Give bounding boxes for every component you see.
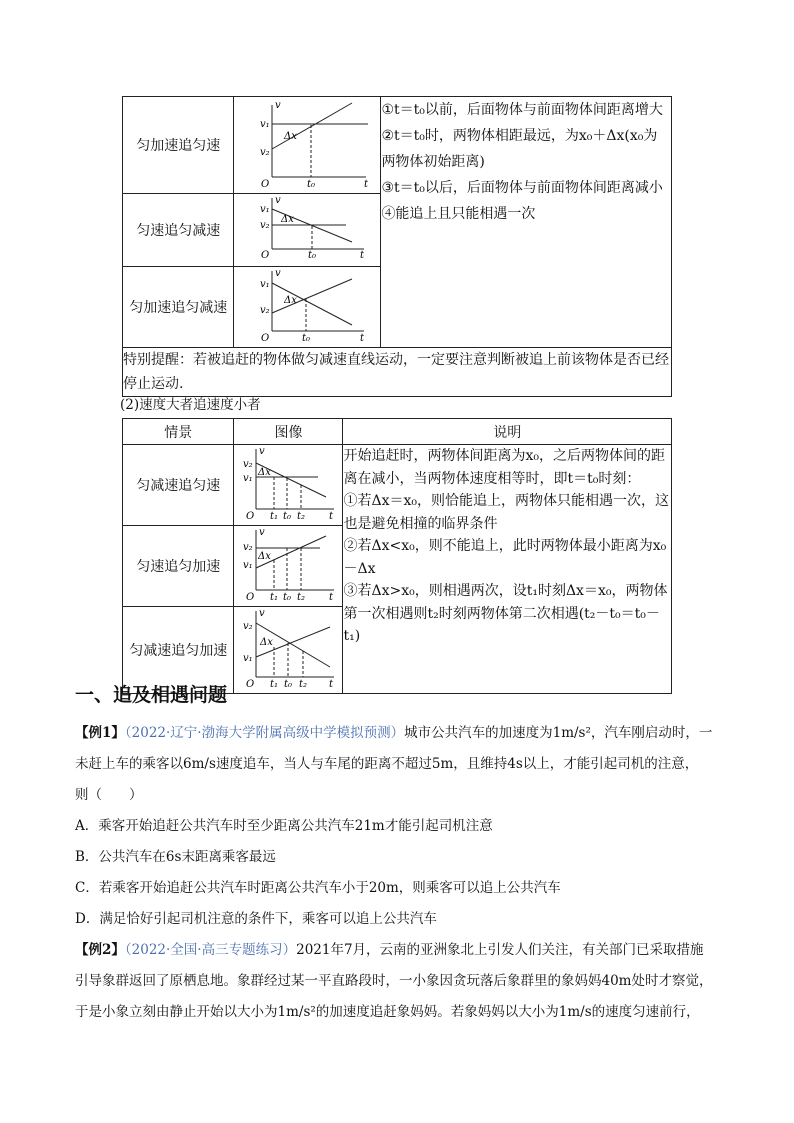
note-4: ④能追上且只能相遇一次 [381, 206, 536, 222]
graph-accel-chase-uniform [234, 97, 380, 189]
graph-uniform-chase-accel [234, 526, 342, 602]
notes-cell [343, 445, 672, 694]
example-2-line-1: 【例2】（2022·全国·高三专题练习）2021年7月，云南的亚洲象北上引发人们关注，有关部门已采取措施 [75, 942, 704, 958]
graph-cell [234, 194, 381, 267]
graph-cell [234, 526, 343, 607]
reminder-cell: 特别提醒：若被追赶的物体做匀减速直线运动，一定要注意判断被追上前该物体是否已经停止运动. [123, 348, 672, 397]
svg-text:t₀: t₀ [283, 511, 292, 521]
svg-text:O: O [246, 511, 255, 521]
note-intro: 开始追赶时，两物体间距离为x₀，之后两物体间的距离在减小，当两物体速度相等时，即t＝t₀时刻： [343, 448, 665, 487]
situation-cell: 匀加速追匀减速 [123, 267, 234, 348]
situation-cell: 匀减速追匀加速 [123, 607, 234, 694]
svg-text:v₁: v₁ [260, 119, 271, 130]
example-source: （2022·全国·高三专题练习） [124, 942, 297, 958]
example-1-line-1: 【例1】（2022·辽宁·渤海大学附属高级中学模拟预测）城市公共汽车的加速度为1m/s²，汽车刚启动时，一 [75, 725, 713, 741]
svg-text:t₁: t₁ [270, 511, 279, 521]
note-1: ①t＝t₀以前，后面物体与前面物体间距离增大 [381, 102, 663, 118]
header-situation: 情景 [123, 419, 234, 445]
svg-text:t: t [329, 679, 334, 689]
svg-text:v₂: v₂ [260, 147, 271, 158]
svg-text:v: v [275, 195, 282, 206]
graph-decel-chase-uniform [234, 445, 342, 521]
svg-text:t₂: t₂ [299, 679, 308, 689]
note-1: ①若Δx＝x₀，则恰能追上，两物体只能相遇一次，这也是避免相撞的临界条件 [343, 493, 669, 532]
option-c: C．若乘客开始追赶公共汽车时距离公共汽车小于20m，则乘客可以追上公共汽车 [75, 880, 561, 896]
option-d: D．满足恰好引起司机注意的条件下，乘客可以追上公共汽车 [75, 911, 437, 927]
svg-text:t₀: t₀ [283, 592, 292, 602]
graph-accel-chase-decel [234, 267, 380, 343]
svg-text:O: O [246, 592, 255, 602]
svg-text:v₂: v₂ [243, 542, 254, 553]
svg-text:Δx: Δx [258, 551, 272, 562]
svg-text:v₁: v₁ [260, 279, 271, 290]
svg-text:O: O [246, 679, 255, 689]
svg-text:t₁: t₁ [270, 679, 279, 689]
svg-text:v₁: v₁ [243, 653, 254, 664]
svg-text:t₀: t₀ [307, 179, 316, 189]
header-graph: 图像 [234, 419, 343, 445]
svg-text:t: t [360, 250, 365, 261]
graph-cell [234, 607, 343, 694]
svg-text:O: O [261, 179, 270, 189]
svg-text:v: v [259, 608, 266, 619]
example-2-line-3: 于是小象立刻由静止开始以大小为1m/s²的加速度追赶象妈妈。若象妈妈以大小为1m/s的速度匀速前行， [75, 1004, 700, 1020]
svg-text:O: O [261, 250, 270, 261]
graph-uniform-chase-decel [234, 194, 380, 262]
svg-text:v₂: v₂ [243, 459, 254, 470]
situation-cell: 匀速追匀加速 [123, 526, 234, 607]
option-a: A．乘客开始追赶公共汽车时至少距离公共汽车21m才能引起司机注意 [75, 818, 493, 834]
situation-cell: 匀速追匀减速 [123, 194, 234, 267]
header-notes: 说明 [343, 419, 672, 445]
svg-text:v₁: v₁ [243, 473, 254, 484]
example-2-line-2: 引导象群返回了原栖息地。象群经过某一平直路段时，一小象因贪玩落后象群里的象妈妈40m处时才察觉， [75, 973, 713, 989]
svg-text:v: v [259, 446, 266, 457]
svg-text:t: t [360, 333, 365, 343]
svg-text:t: t [364, 179, 369, 189]
graph-decel-chase-accel [234, 607, 342, 689]
svg-text:t₂: t₂ [297, 511, 306, 521]
graph-cell [234, 97, 381, 194]
note-3: ③t＝t₀以后，后面物体与前面物体间距离减小 [381, 180, 663, 196]
svg-text:v₂: v₂ [260, 305, 271, 316]
graph-cell [234, 267, 381, 348]
svg-text:t₂: t₂ [297, 592, 306, 602]
svg-text:v₂: v₂ [243, 621, 254, 632]
svg-text:t: t [329, 511, 334, 521]
svg-text:Δx: Δx [260, 637, 274, 648]
graph-cell [234, 445, 343, 526]
svg-text:t: t [329, 592, 334, 602]
example-tag: 【例1】 [75, 725, 125, 741]
svg-text:t₀: t₀ [302, 333, 311, 343]
situation-cell: 匀减速追匀速 [123, 445, 234, 526]
v-axis-label: v [275, 100, 282, 111]
note-2: ②t＝t₀时，两物体相距最远，为x₀＋Δx(x₀为两物体初始距离) [381, 128, 658, 170]
svg-text:v: v [259, 527, 266, 538]
notes-cell [381, 97, 672, 348]
chase-table-1 [122, 96, 672, 397]
example-1-line-2: 未赶上车的乘客以6m/s速度追车，当人与车尾的距离不超过5m，且维持4s以上，才能引起司机的注意， [75, 756, 699, 772]
delta-x-label: Δx [284, 131, 298, 142]
note-2: ②若Δx<x₀，则不能追上，此时两物体最小距离为x₀－Δx [343, 538, 667, 577]
example-1-line-3: 则（ ） [75, 787, 143, 803]
svg-text:v₁: v₁ [260, 204, 271, 215]
svg-text:t₀: t₀ [308, 250, 317, 261]
sub-heading: (2)速度大者追速度小者 [120, 397, 261, 413]
example-tag: 【例2】 [75, 942, 125, 958]
example-source: （2022·辽宁·渤海大学附属高级中学模拟预测） [124, 725, 405, 741]
svg-text:v₂: v₂ [260, 220, 271, 231]
svg-text:t₁: t₁ [270, 592, 279, 602]
svg-text:v: v [275, 268, 282, 279]
note-3: ③若Δx>x₀，则相遇两次，设t₁时刻Δx＝x₀，两物体第一次相遇则t₂时刻两物体第二次相遇(t₂－t₀＝t₀－t₁) [343, 583, 668, 644]
svg-text:Δx: Δx [281, 214, 295, 225]
example-2 [75, 935, 725, 1028]
example-1 [75, 718, 725, 935]
svg-text:v₁: v₁ [243, 560, 254, 571]
chase-table-2 [122, 418, 672, 694]
section-title: 一、追及相遇问题 [75, 684, 228, 706]
svg-text:t₀: t₀ [284, 679, 293, 689]
svg-text:O: O [261, 333, 270, 343]
situation-cell: 匀加速追匀速 [123, 97, 234, 194]
accel-line [272, 103, 352, 149]
option-b: B．公共汽车在6s末距离乘客最远 [75, 849, 276, 865]
svg-text:Δx: Δx [258, 467, 272, 478]
svg-text:Δx: Δx [284, 295, 298, 306]
